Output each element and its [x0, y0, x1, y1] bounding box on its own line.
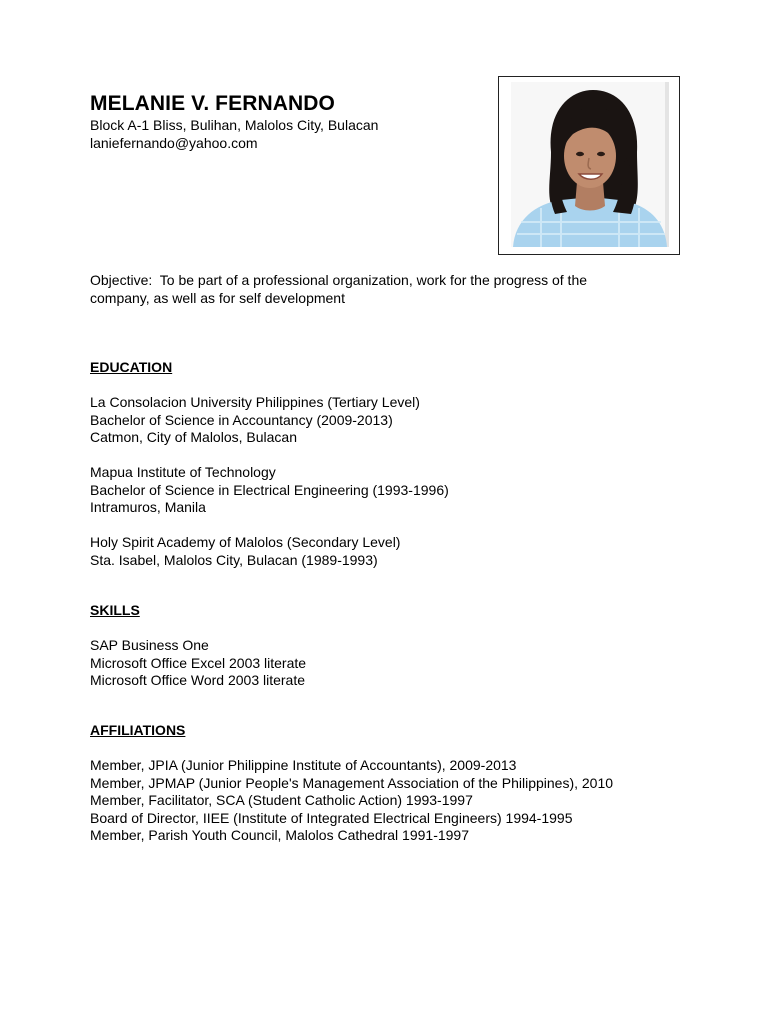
objective-label: Objective: [90, 272, 153, 288]
skill-item: Microsoft Office Excel 2003 literate [90, 654, 307, 671]
education-heading: EDUCATION [90, 359, 173, 375]
skills-list [90, 637, 306, 690]
degree: Bachelor of Science in Accountancy (2009-2013) [90, 411, 393, 428]
affiliations-section [90, 722, 613, 845]
affiliation-item: Board of Director, IIEE (Institute of Integrated Electrical Engineers) 1994-1995 [90, 809, 573, 826]
education-entry [90, 394, 449, 447]
degree: Bachelor of Science in Electrical Engineering (1993-1996) [90, 481, 449, 498]
objective-section [90, 272, 690, 307]
contact-info [90, 117, 378, 152]
email: laniefernando@yahoo.com [90, 134, 258, 151]
affiliation-item: Member, JPIA (Junior Philippine Institute of Accountants), 2009-2013 [90, 757, 517, 773]
affiliations-heading: AFFILIATIONS [90, 722, 186, 738]
education-entry [90, 464, 449, 517]
skill-item: SAP Business One [90, 637, 209, 653]
portrait-illustration [511, 82, 669, 247]
skills-heading: SKILLS [90, 602, 140, 618]
school-name: Mapua Institute of Technology [90, 464, 276, 480]
school-name: Holy Spirit Academy of Malolos (Secondary Level) [90, 534, 401, 550]
education-entry [90, 534, 449, 569]
affiliation-item: Member, Facilitator, SCA (Student Catholic Action) 1993-1997 [90, 792, 473, 808]
school-location: Sta. Isabel, Malolos City, Bulacan (1989-1993) [90, 551, 378, 568]
affiliation-item: Member, JPMAP (Junior People's Management Association of the Philippines), 2010 [90, 774, 614, 791]
school-location: Catmon, City of Malolos, Bulacan [90, 429, 297, 445]
school-name: La Consolacion University Philippines (Tertiary Level) [90, 394, 420, 410]
address: Block A-1 Bliss, Bulihan, Malolos City, Bulacan [90, 117, 379, 133]
affiliation-item: Member, Parish Youth Council, Malolos Cathedral 1991-1997 [90, 827, 470, 843]
skills-section [90, 602, 306, 690]
photo-frame [498, 76, 680, 255]
education-section [90, 359, 449, 569]
school-location: Intramuros, Manila [90, 499, 206, 515]
applicant-name: MELANIE V. FERNANDO [90, 92, 335, 115]
portrait-photo [511, 82, 669, 247]
objective-text-line1: To be part of a professional organization, work for the progress of the [159, 272, 588, 288]
objective-text-line2: company, as well as for self development [90, 289, 345, 306]
skill-item: Microsoft Office Word 2003 literate [90, 672, 306, 688]
affiliations-list [90, 757, 613, 845]
